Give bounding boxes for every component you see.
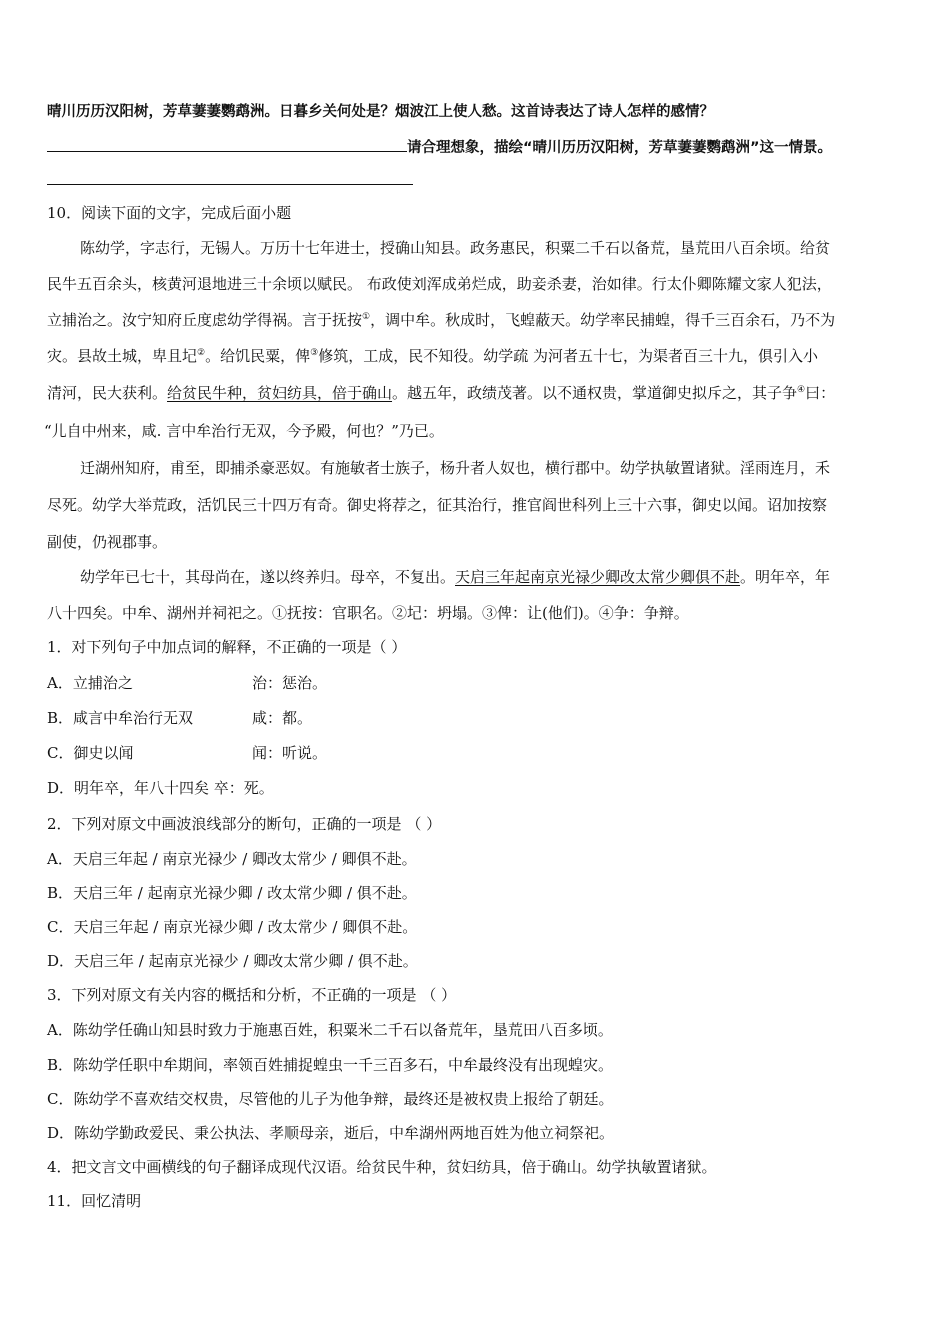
passage-p1-line5 — [47, 383, 835, 403]
sub3-option-b: B．陈幼学任职中牟期间，率领百姓捕捉蝗虫一千三百多石，中牟最终没有出现蝗灾。 — [47, 1056, 614, 1074]
text-span: 曰： — [805, 384, 836, 402]
answer-blank — [47, 137, 407, 152]
sub1-option-a — [47, 673, 327, 693]
passage-p1-line2: 民牛五百余头，核黄河退地进三十余顷以赋民。 布政使刘浑成弟烂成，助妾杀妻，治如律。行太仆卿陈耀文家人犯法， — [47, 275, 832, 293]
underlined-sentence: 给贫民牛种，贫妇纺具，倍于确山 — [167, 384, 393, 402]
passage-p3-line1 — [80, 567, 830, 587]
text-span: 灾。县故土城，卑且圮 — [47, 347, 198, 365]
passage-p1-line3 — [47, 310, 835, 330]
sub1-option-c — [47, 743, 327, 763]
question-10-title: 10．阅读下面的文字，完成后面小题 — [47, 204, 292, 222]
sub3-option-a: A．陈幼学任确山知县时致力于施惠百姓，积粟米二千石以备荒年，垦荒田八百多顷。 — [47, 1021, 613, 1039]
sub3-option-c: C．陈幼学不喜欢结交权贵，尽管他的儿子为他争辩，最终还是被权贵上报给了朝廷。 — [47, 1090, 614, 1108]
text-span: 。明年卒，年 — [740, 568, 831, 586]
wavy-underlined-sentence: 天启三年起南京光禄少卿改太常少卿俱不赴 — [455, 568, 741, 586]
sub2-option-c: C．天启三年起 / 南京光禄少卿 / 改太常少 / 卿俱不赴。 — [47, 918, 418, 936]
passage-p2-line2: 尽死。幼学大举荒政，活饥民三十四万有奇。御史将荐之，征其治行，推官阎世科列上三十六事，御史以闻。诏加按察 — [47, 496, 828, 514]
text-span: ，调中牟。秋成时，飞蝗蔽天。幼学率民捕蝗，得千三百余石，乃不为 — [370, 311, 836, 329]
passage-p3-line2: 八十四矣。中牟、湖州并祠祀之。①抚按：官职名。②圮：坍塌。③俾：让(他们)。④争：争辩。 — [47, 604, 689, 622]
option-right: 治：惩治。 — [252, 674, 328, 692]
sub3-option-d: D．陈幼学勤政爱民、秉公执法、孝顺母亲，逝后，中牟湖州两地百姓为他立祠祭祀。 — [47, 1124, 615, 1142]
text-span: 立捕治之。汝宁知府丘度虑幼学得祸。言于抚按 — [47, 311, 363, 329]
sub2-option-a: A．天启三年起 / 南京光禄少 / 卿改太常少 / 卿俱不赴。 — [47, 850, 417, 868]
passage-p1-line6: “儿自中州来，咸. 言中牟治行无双，今予殿，何也？”乃已。 — [44, 422, 444, 440]
sub1-option-d: D．明年卒，年八十四矣 卒：死。 — [47, 779, 274, 797]
footnote-marker: ④ — [797, 385, 806, 395]
text-span: 。给饥民粟，俾 — [205, 347, 311, 365]
passage-p1-line4 — [47, 346, 818, 366]
sub4-stem: 4．把文言文中画横线的句子翻译成现代汉语。给贫民牛种，贫妇纺具，倍于确山。幼学执敏置诸狱。 — [47, 1158, 717, 1176]
answer-blank — [47, 170, 413, 185]
sub2-option-b: B．天启三年 / 起南京光禄少卿 / 改太常少卿 / 俱不赴。 — [47, 884, 417, 902]
poem-question-line: 晴川历历汉阳树，芳草萋萋鹦鹉洲。日暮乡关何处是？烟波江上使人愁。这首诗表达了诗人怎样的感情？ — [47, 104, 714, 120]
sub1-stem: 1．对下列句子中加点词的解释，不正确的一项是（ ） — [47, 638, 407, 656]
sub2-option-d: D．天启三年 / 起南京光禄少 / 卿改太常少卿 / 俱不赴。 — [47, 952, 418, 970]
option-right: 闻：听说。 — [252, 744, 328, 762]
poem-imagine-line — [47, 137, 832, 158]
question-11-title: 11．回忆清明 — [47, 1192, 142, 1210]
sub3-stem: 3．下列对原文有关内容的概括和分析，不正确的一项是 （ ） — [47, 986, 457, 1004]
footnote-marker: ③ — [310, 348, 319, 358]
passage-p1-line1: 陈幼学，字志行，无锡人。万历十七年进士，授确山知县。政务惠民，积粟二千石以备荒，垦荒田八百余顷。给贫 — [80, 239, 831, 257]
sub2-stem: 2．下列对原文中画波浪线部分的断句，正确的一项是 （ ） — [47, 815, 442, 833]
option-left: A．立捕治之 — [47, 674, 133, 692]
footnote-marker: ② — [197, 348, 206, 358]
imagine-prompt: 请合理想象，描绘“晴川历历汉阳树，芳草萋萋鹦鹉洲”这一情景。 — [407, 140, 833, 156]
option-left: B．咸言中牟治行无双 — [47, 709, 194, 727]
passage-p2-line1: 迁湖州知府，甫至，即捕杀豪恶奴。有施敏者士族子，杨升者人奴也，横行郡中。幼学执敏置诸狱。淫雨连月，禾 — [80, 459, 831, 477]
passage-p2-line3: 副使，仍视郡事。 — [47, 533, 168, 551]
footnote-marker: ① — [362, 312, 371, 322]
option-right: 咸：都。 — [252, 709, 313, 727]
text-span: 修筑，工成，民不知役。幼学疏 为河者五十七，为渠者百三十九，俱引入小 — [318, 347, 818, 365]
option-left: C．御史以闻 — [47, 744, 134, 762]
text-span: 幼学年已七十，其母尚在，遂以终养归。母卒，不复出。 — [80, 568, 456, 586]
text-span: 。越五年，政绩茂著。以不通权贵，掌道御史拟斥之，其子争 — [392, 384, 798, 402]
answer-blank-line — [47, 170, 413, 190]
text-span: 清河，民大获利。 — [47, 384, 168, 402]
sub1-option-b — [47, 708, 312, 728]
